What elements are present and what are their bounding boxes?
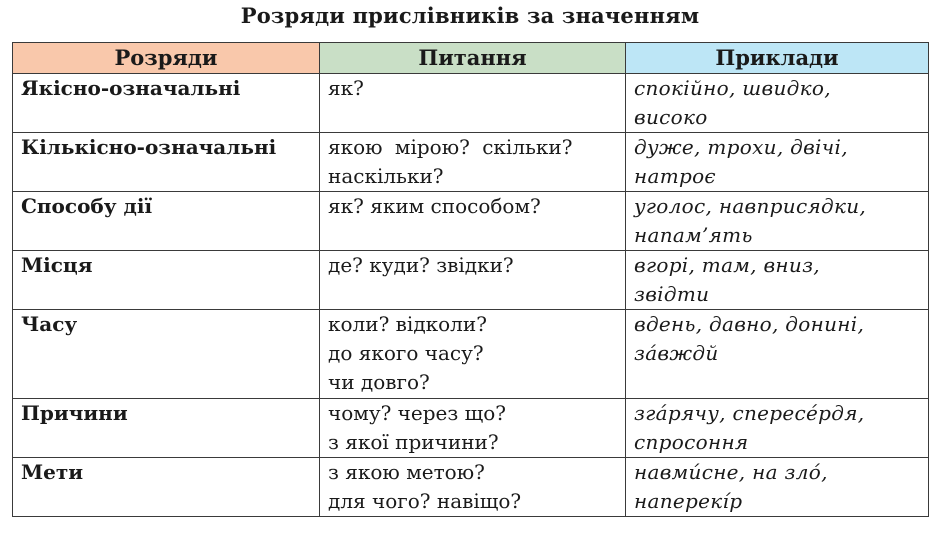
question-line: чи довго? bbox=[328, 370, 430, 394]
table-row bbox=[13, 310, 929, 399]
example-line: напам’ять bbox=[634, 223, 753, 247]
question-line: наскільки? bbox=[328, 164, 444, 188]
page-title: Розряди прислівників за значенням bbox=[240, 3, 700, 28]
examples-cell bbox=[626, 251, 929, 310]
questions-cell bbox=[320, 133, 626, 192]
question-line: з якою метою? bbox=[328, 460, 485, 484]
question-line: де? куди? звідки? bbox=[328, 253, 514, 277]
question-line: коли? відколи? bbox=[328, 312, 487, 336]
example-line: звідти bbox=[634, 282, 710, 306]
column-header-examples: Приклади bbox=[626, 43, 929, 74]
question-line: для чого? навіщо? bbox=[328, 489, 522, 513]
table-header-row bbox=[13, 43, 929, 74]
questions-cell bbox=[320, 458, 626, 517]
question-line: чому? через що? bbox=[328, 401, 506, 425]
column-header-questions: Питання bbox=[320, 43, 626, 74]
category-cell: Способу дії bbox=[13, 192, 320, 251]
questions-cell bbox=[320, 310, 626, 399]
examples-cell bbox=[626, 133, 929, 192]
category-cell: Місця bbox=[13, 251, 320, 310]
example-line: уголос, навприсядки, bbox=[634, 194, 867, 218]
category-cell: Причини bbox=[13, 399, 320, 458]
examples-cell bbox=[626, 399, 929, 458]
questions-cell bbox=[320, 399, 626, 458]
example-line: дуже, трохи, двічі, bbox=[634, 135, 848, 159]
category-cell: Кількісно-означальні bbox=[13, 133, 320, 192]
category-cell: Часу bbox=[13, 310, 320, 399]
example-line: високо bbox=[634, 105, 708, 129]
example-line: навми́сне, на зло́, bbox=[634, 460, 828, 484]
question-line: якою мірою? скільки? bbox=[328, 135, 573, 159]
table-row bbox=[13, 458, 929, 517]
examples-cell bbox=[626, 310, 929, 399]
table-row bbox=[13, 74, 929, 133]
examples-cell bbox=[626, 192, 929, 251]
question-line: як? яким способом? bbox=[328, 194, 541, 218]
example-line: натроє bbox=[634, 164, 716, 188]
column-header-categories: Розряди bbox=[13, 43, 320, 74]
table-row bbox=[13, 251, 929, 310]
category-cell: Мети bbox=[13, 458, 320, 517]
examples-cell bbox=[626, 458, 929, 517]
questions-cell bbox=[320, 251, 626, 310]
example-line: вгорі, там, вниз, bbox=[634, 253, 820, 277]
questions-cell bbox=[320, 192, 626, 251]
questions-cell bbox=[320, 74, 626, 133]
adverb-categories-table bbox=[12, 42, 929, 517]
question-line: з якої причини? bbox=[328, 430, 499, 454]
question-line: як? bbox=[328, 76, 364, 100]
example-line: спокійно, швидко, bbox=[634, 76, 831, 100]
table-row bbox=[13, 133, 929, 192]
example-line: наперекі́р bbox=[634, 489, 743, 513]
table-row bbox=[13, 192, 929, 251]
example-line: згáрячу, спересéрдя, bbox=[634, 401, 865, 425]
example-line: за́вждй bbox=[634, 341, 719, 365]
example-line: спросоння bbox=[634, 430, 749, 454]
question-line: до якого часу? bbox=[328, 341, 484, 365]
examples-cell bbox=[626, 74, 929, 133]
table-row bbox=[13, 399, 929, 458]
example-line: вдень, давно, донині, bbox=[634, 312, 865, 336]
category-cell: Якісно-означальні bbox=[13, 74, 320, 133]
